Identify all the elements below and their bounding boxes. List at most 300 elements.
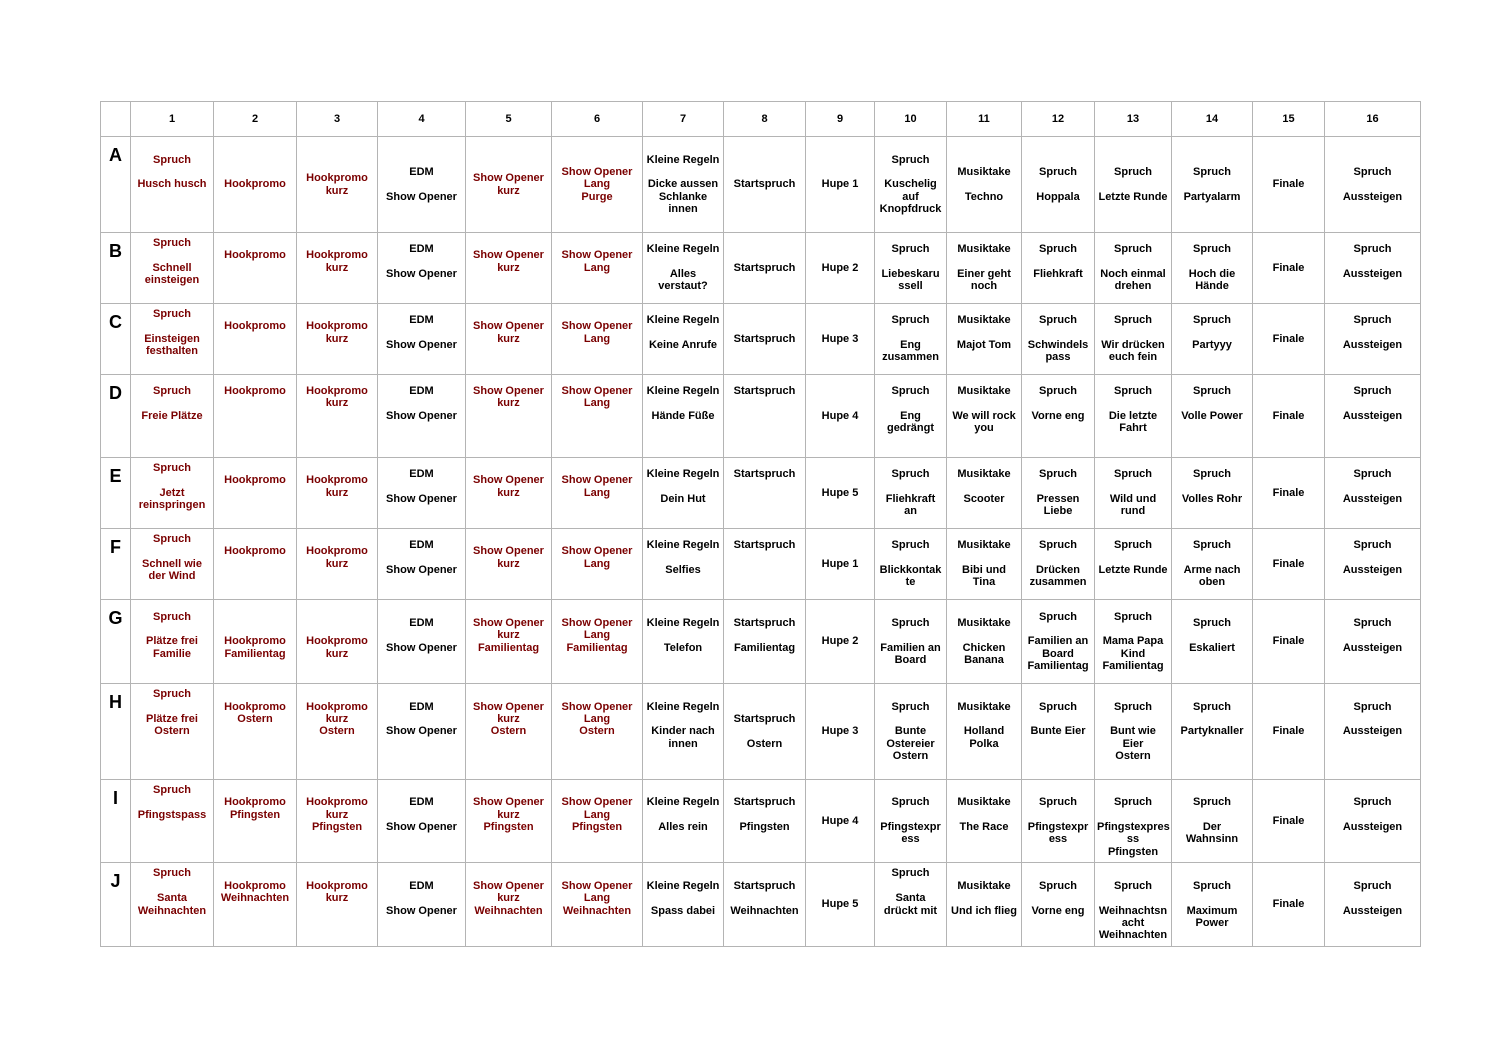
cell-line bbox=[1097, 178, 1169, 190]
cell-line bbox=[380, 688, 463, 700]
cell-line: Show Opener bbox=[386, 821, 457, 833]
cell-line bbox=[1174, 552, 1250, 564]
cell-line bbox=[299, 660, 375, 672]
cell-line: Show Opener bbox=[386, 493, 457, 505]
cell-line: Show Opener bbox=[473, 545, 544, 558]
table-cell bbox=[806, 304, 875, 375]
cell-line bbox=[299, 435, 375, 447]
cell-line: Spruch bbox=[1353, 879, 1392, 892]
cell-line: Eier bbox=[1122, 737, 1144, 750]
cell-line bbox=[949, 629, 1019, 641]
table-cell bbox=[643, 233, 724, 304]
cell-line bbox=[133, 846, 211, 858]
cell-line: Die letzte bbox=[1108, 409, 1158, 422]
cell-line bbox=[468, 750, 549, 762]
cell-line bbox=[554, 833, 640, 845]
cell-line bbox=[133, 545, 211, 557]
cell-line: Lang bbox=[583, 178, 611, 191]
table-cell bbox=[131, 375, 214, 458]
table-cell bbox=[724, 863, 806, 947]
cell-line: Santa bbox=[157, 892, 187, 905]
cell-line bbox=[216, 762, 294, 774]
cell-line: Show Opener bbox=[473, 249, 544, 262]
cell-line bbox=[468, 422, 549, 434]
cell-line: Pfingsten bbox=[483, 821, 534, 833]
cell-line: Musiktake bbox=[957, 385, 1011, 398]
cell-line: Pfingsten bbox=[229, 808, 281, 821]
cell-line: Familien an bbox=[880, 641, 941, 654]
cell-line bbox=[1174, 809, 1250, 821]
cell-line: kurz bbox=[497, 486, 520, 499]
cell-line bbox=[380, 327, 463, 339]
table-cell bbox=[552, 458, 643, 529]
cell-line bbox=[1024, 713, 1092, 725]
cell-line: kurz bbox=[325, 647, 349, 660]
cell-line: Pfingsten bbox=[311, 821, 363, 833]
cell-line bbox=[299, 750, 375, 762]
cell-line bbox=[877, 784, 944, 796]
cell-line: Pfingsten bbox=[571, 821, 623, 833]
cell-line: Kleine Regeln bbox=[646, 879, 720, 892]
cell-line bbox=[726, 892, 803, 904]
cell-line: Hookpromo bbox=[306, 635, 368, 648]
cell-line bbox=[468, 274, 549, 286]
cell-line: Spruch bbox=[1114, 539, 1152, 552]
cell-line: Polka bbox=[969, 737, 999, 750]
cell-line: Spruch bbox=[891, 539, 930, 552]
cell-line bbox=[726, 481, 803, 493]
cell-line: Kuschelig bbox=[884, 178, 937, 191]
cell-line bbox=[1024, 435, 1092, 447]
cell-line bbox=[554, 274, 640, 286]
table-cell bbox=[947, 863, 1022, 947]
cell-line bbox=[1327, 327, 1418, 339]
cell-line bbox=[726, 397, 803, 409]
cell-line: Spruch bbox=[153, 308, 191, 321]
cell-line: kurz bbox=[325, 557, 349, 570]
cell-line: Keine Anrufe bbox=[648, 339, 718, 351]
cell-line bbox=[133, 821, 211, 833]
cell-line: Kleine Regeln bbox=[646, 385, 720, 398]
table-cell bbox=[806, 863, 875, 947]
table-cell bbox=[297, 600, 378, 684]
column-header: 5 bbox=[466, 102, 552, 137]
cell-line bbox=[468, 435, 549, 447]
cell-line: Maximum bbox=[1186, 904, 1238, 917]
cell-line bbox=[299, 738, 375, 750]
cell-line: kurz bbox=[497, 808, 520, 821]
cell-line: Pfingstexpr bbox=[1027, 821, 1089, 833]
cell-line: kurz bbox=[325, 892, 349, 905]
cell-line bbox=[645, 397, 721, 409]
cell-line: Vorne eng bbox=[1031, 904, 1085, 917]
cell-line: Schnell bbox=[152, 261, 192, 274]
table-cell bbox=[1095, 863, 1172, 947]
cell-line: kurz bbox=[497, 332, 520, 345]
cell-line bbox=[1174, 505, 1250, 517]
cell-line: gedrängt bbox=[886, 422, 935, 435]
cell-line bbox=[554, 499, 640, 511]
cell-line bbox=[216, 821, 294, 833]
cell-line: Lang bbox=[583, 712, 611, 725]
table-cell bbox=[1253, 304, 1325, 375]
cell-line bbox=[877, 435, 944, 447]
cell-line: Hupe 2 bbox=[821, 261, 859, 274]
table-cell bbox=[214, 137, 297, 233]
cell-line: Mama Papa bbox=[1102, 635, 1164, 648]
table-cell bbox=[875, 304, 947, 375]
table-cell bbox=[214, 529, 297, 600]
cell-line bbox=[1327, 867, 1418, 879]
cell-line: EDM bbox=[409, 243, 434, 256]
cell-line bbox=[216, 846, 294, 858]
table-cell bbox=[1095, 529, 1172, 600]
cell-line bbox=[726, 493, 803, 505]
cell-line: kurz bbox=[497, 712, 520, 725]
cell-line: Spruch bbox=[1193, 165, 1231, 178]
cell-line bbox=[468, 654, 549, 666]
cell-line bbox=[1327, 178, 1418, 190]
cell-line bbox=[1327, 846, 1418, 858]
cell-line: Spass dabei bbox=[650, 904, 716, 917]
cell-line: Ostern bbox=[892, 750, 929, 763]
cell-line bbox=[645, 256, 721, 268]
cell-line: Spruch bbox=[1039, 879, 1077, 892]
cell-line bbox=[1327, 576, 1418, 588]
table-cell bbox=[806, 600, 875, 684]
table-cell bbox=[806, 137, 875, 233]
cell-line bbox=[1174, 784, 1250, 796]
cell-line bbox=[1174, 688, 1250, 700]
cell-line bbox=[554, 688, 640, 700]
cell-line: der Wind bbox=[148, 570, 196, 583]
table-cell bbox=[1172, 600, 1253, 684]
cell-line bbox=[1024, 809, 1092, 821]
table-cell bbox=[724, 600, 806, 684]
cell-line: Show Opener bbox=[561, 700, 633, 713]
cell-line bbox=[726, 725, 803, 737]
cell-line: EDM bbox=[409, 796, 434, 809]
cell-line: Partyyy bbox=[1192, 339, 1232, 351]
cell-line: Aussteigen bbox=[1342, 339, 1403, 351]
cell-line: Musiktake bbox=[957, 468, 1011, 481]
cell-line bbox=[645, 929, 721, 941]
cell-line bbox=[554, 345, 640, 357]
cell-line bbox=[216, 738, 294, 750]
cell-line bbox=[877, 846, 944, 858]
cell-line: Kind bbox=[1120, 647, 1146, 660]
cell-line bbox=[133, 660, 211, 672]
cell-line bbox=[1174, 481, 1250, 493]
cell-line: Spruch bbox=[891, 385, 930, 398]
cell-line: Show Opener bbox=[561, 165, 633, 178]
cell-line: Letzte Runde bbox=[1098, 190, 1168, 203]
table-cell bbox=[214, 458, 297, 529]
table-cell bbox=[378, 600, 466, 684]
cell-line: Spruch bbox=[1114, 385, 1152, 398]
table-cell bbox=[875, 863, 947, 947]
row-label: F bbox=[101, 529, 131, 600]
table-cell bbox=[1325, 529, 1421, 600]
cell-line bbox=[133, 762, 211, 774]
cell-line bbox=[645, 833, 721, 845]
cell-line bbox=[1327, 784, 1418, 796]
cell-line: innen bbox=[668, 203, 698, 216]
cell-line bbox=[1327, 505, 1418, 517]
cell-line bbox=[554, 654, 640, 666]
cell-line bbox=[877, 327, 944, 339]
table-cell bbox=[947, 780, 1022, 863]
table-row bbox=[101, 304, 1421, 375]
cell-line bbox=[380, 654, 463, 666]
cell-line: Lang bbox=[583, 261, 611, 274]
table-cell bbox=[552, 375, 643, 458]
cell-line bbox=[299, 410, 375, 422]
cell-line: Aussteigen bbox=[1342, 268, 1403, 280]
cell-line: Spruch bbox=[1039, 385, 1077, 398]
cell-line bbox=[468, 688, 549, 700]
cell-line bbox=[468, 570, 549, 582]
cell-line bbox=[1327, 738, 1418, 750]
cell-line: Kleine Regeln bbox=[646, 796, 720, 809]
cell-line: Musiktake bbox=[957, 796, 1011, 809]
table-cell bbox=[947, 233, 1022, 304]
cell-line bbox=[216, 570, 294, 582]
table-cell bbox=[1253, 863, 1325, 947]
table-cell bbox=[1325, 137, 1421, 233]
cell-line bbox=[216, 688, 294, 700]
cell-line: Majot Tom bbox=[956, 339, 1012, 351]
cell-line: The Race bbox=[959, 821, 1009, 833]
table-cell bbox=[724, 137, 806, 233]
cell-line: festhalten bbox=[146, 345, 198, 358]
column-header: 14 bbox=[1172, 102, 1253, 137]
cell-line: Hupe 4 bbox=[821, 814, 859, 827]
table-row bbox=[101, 684, 1421, 780]
cell-line bbox=[380, 892, 463, 904]
cell-line bbox=[554, 435, 640, 447]
cell-line: Finale bbox=[1272, 409, 1305, 422]
table-cell bbox=[875, 684, 947, 780]
cell-line bbox=[299, 762, 375, 774]
cell-line bbox=[299, 867, 375, 879]
cell-line bbox=[468, 917, 549, 929]
cell-line: Hoppala bbox=[1036, 190, 1080, 203]
cell-line: Spruch bbox=[153, 153, 191, 166]
cell-line bbox=[380, 351, 463, 363]
cell-line: ess bbox=[901, 833, 920, 846]
table-cell bbox=[806, 684, 875, 780]
table-cell bbox=[875, 137, 947, 233]
cell-line bbox=[1174, 629, 1250, 641]
cell-line bbox=[949, 917, 1019, 929]
cell-line bbox=[1174, 929, 1250, 941]
table-cell bbox=[1253, 600, 1325, 684]
column-header: 7 bbox=[643, 102, 724, 137]
cell-line bbox=[1327, 552, 1418, 564]
cell-line bbox=[877, 917, 944, 929]
table-cell bbox=[1095, 233, 1172, 304]
table-cell bbox=[875, 600, 947, 684]
cell-line: kurz bbox=[325, 808, 349, 821]
cell-line: Familientag bbox=[224, 647, 286, 660]
cell-line bbox=[133, 917, 211, 929]
cell-line: Startspruch bbox=[733, 261, 796, 274]
table-cell bbox=[724, 375, 806, 458]
cell-line: Weihnachten bbox=[137, 904, 207, 917]
cell-line: Spruch bbox=[891, 468, 930, 481]
cell-line: Spruch bbox=[153, 783, 191, 796]
cell-line bbox=[554, 410, 640, 422]
cell-line: Schwindels bbox=[1027, 339, 1089, 351]
cell-line: Show Opener bbox=[473, 474, 544, 487]
cell-line bbox=[726, 505, 803, 517]
cell-line bbox=[133, 203, 211, 215]
cell-line bbox=[380, 505, 463, 517]
cell-line: Pfingsten bbox=[739, 821, 790, 833]
cell-line: Liebeskaru bbox=[881, 268, 940, 280]
cell-line: Dicke aussen bbox=[647, 178, 719, 191]
cell-line: Eng bbox=[900, 339, 921, 351]
table-cell bbox=[643, 375, 724, 458]
cell-line bbox=[133, 435, 211, 447]
cell-line: Board bbox=[1042, 647, 1074, 660]
cell-line: Hupe 2 bbox=[821, 635, 859, 648]
table-cell bbox=[214, 304, 297, 375]
cell-line: Schlanke bbox=[658, 190, 708, 203]
cell-line: Familientag bbox=[1102, 660, 1164, 673]
table-cell bbox=[1325, 684, 1421, 780]
table-cell bbox=[643, 458, 724, 529]
cell-line bbox=[1327, 750, 1418, 762]
cell-line: Show Opener bbox=[473, 320, 544, 333]
cell-line bbox=[468, 345, 549, 357]
cell-line bbox=[554, 846, 640, 858]
table-cell bbox=[1325, 863, 1421, 947]
table-cell bbox=[1022, 600, 1095, 684]
cell-line: auf bbox=[902, 190, 919, 203]
cell-line: Pfingstspass bbox=[137, 808, 207, 821]
cell-line bbox=[1327, 351, 1418, 363]
table-cell bbox=[643, 684, 724, 780]
cell-line bbox=[133, 320, 211, 332]
cell-line bbox=[468, 833, 549, 845]
cell-line: Spruch bbox=[1039, 700, 1077, 713]
table-cell bbox=[1095, 304, 1172, 375]
cell-line: Musiktake bbox=[957, 879, 1011, 892]
cell-line bbox=[645, 867, 721, 879]
cell-line bbox=[1174, 846, 1250, 858]
cell-line bbox=[216, 833, 294, 845]
cell-line: Hookpromo bbox=[224, 700, 286, 713]
cell-line bbox=[645, 422, 721, 434]
table-cell bbox=[297, 684, 378, 780]
cell-line bbox=[216, 867, 294, 879]
cell-line: Spruch bbox=[1353, 616, 1392, 629]
table-cell bbox=[214, 600, 297, 684]
cell-line: Spruch bbox=[1039, 468, 1077, 481]
cell-line: Show Opener bbox=[386, 268, 457, 280]
cell-line: Fliehkraft bbox=[885, 493, 936, 505]
cell-line: Einer geht bbox=[957, 268, 1011, 280]
cell-line: Familie bbox=[153, 647, 191, 660]
cell-line: Spruch bbox=[1114, 468, 1152, 481]
cell-line bbox=[1024, 481, 1092, 493]
table-cell bbox=[806, 233, 875, 304]
column-header: 9 bbox=[806, 102, 875, 137]
cell-line: Hookpromo bbox=[224, 249, 286, 262]
cell-line: Hookpromo bbox=[306, 700, 368, 713]
cell-line: Startspruch bbox=[733, 332, 796, 345]
table-cell bbox=[1325, 458, 1421, 529]
cell-line: Pfingstexpr bbox=[880, 821, 941, 833]
cell-line: Familientag bbox=[566, 641, 628, 654]
cell-line: Startspruch bbox=[733, 796, 796, 809]
cell-line: reinspringen bbox=[138, 499, 206, 512]
cell-line bbox=[133, 249, 211, 261]
cell-line bbox=[1174, 327, 1250, 339]
cell-line: Startspruch bbox=[733, 385, 796, 398]
cell-line: Hupe 1 bbox=[821, 557, 859, 570]
cell-line: Hupe 3 bbox=[821, 725, 859, 738]
cell-line bbox=[1024, 784, 1092, 796]
cell-line: Weihnachtsn bbox=[1098, 904, 1168, 917]
cell-line: Bunte bbox=[894, 725, 927, 738]
cell-line bbox=[1174, 256, 1250, 268]
cell-line bbox=[1024, 256, 1092, 268]
cell-line bbox=[1174, 351, 1250, 363]
table-cell bbox=[466, 458, 552, 529]
cell-line: verstaut? bbox=[658, 280, 708, 293]
table-cell bbox=[1172, 863, 1253, 947]
cell-line bbox=[1024, 929, 1092, 941]
table-cell bbox=[131, 137, 214, 233]
cell-line bbox=[554, 422, 640, 434]
cell-line: Spruch bbox=[1353, 165, 1392, 178]
cell-line: Show Opener bbox=[386, 339, 457, 351]
cell-line: Wir drücken bbox=[1101, 339, 1165, 351]
cell-line: Finale bbox=[1272, 898, 1305, 911]
cell-line bbox=[380, 917, 463, 929]
cell-line: Lang bbox=[583, 332, 611, 345]
table-cell bbox=[1253, 375, 1325, 458]
cell-line: Spruch bbox=[1353, 385, 1392, 398]
cell-line bbox=[877, 552, 944, 564]
cell-line: Tina bbox=[972, 576, 996, 589]
table-cell bbox=[1253, 684, 1325, 780]
cell-line bbox=[216, 422, 294, 434]
cell-line bbox=[1097, 809, 1169, 821]
table-cell bbox=[724, 304, 806, 375]
cell-line bbox=[949, 867, 1019, 879]
table-cell bbox=[1325, 233, 1421, 304]
cell-line: Spruch bbox=[1193, 879, 1231, 892]
cell-line: Letzte Runde bbox=[1098, 564, 1168, 576]
cell-line: Hookpromo bbox=[224, 879, 286, 892]
cell-line: Musiktake bbox=[957, 700, 1011, 713]
cell-line: Startspruch bbox=[733, 468, 796, 481]
table-cell bbox=[466, 600, 552, 684]
table-cell bbox=[297, 780, 378, 863]
table-cell bbox=[1325, 304, 1421, 375]
cell-line: Arme nach bbox=[1183, 564, 1241, 576]
cell-line bbox=[877, 713, 944, 725]
cell-line bbox=[133, 583, 211, 595]
cell-line: Show Opener bbox=[561, 796, 633, 809]
cell-line: you bbox=[974, 422, 994, 435]
cell-line bbox=[380, 809, 463, 821]
row-label: J bbox=[101, 863, 131, 947]
